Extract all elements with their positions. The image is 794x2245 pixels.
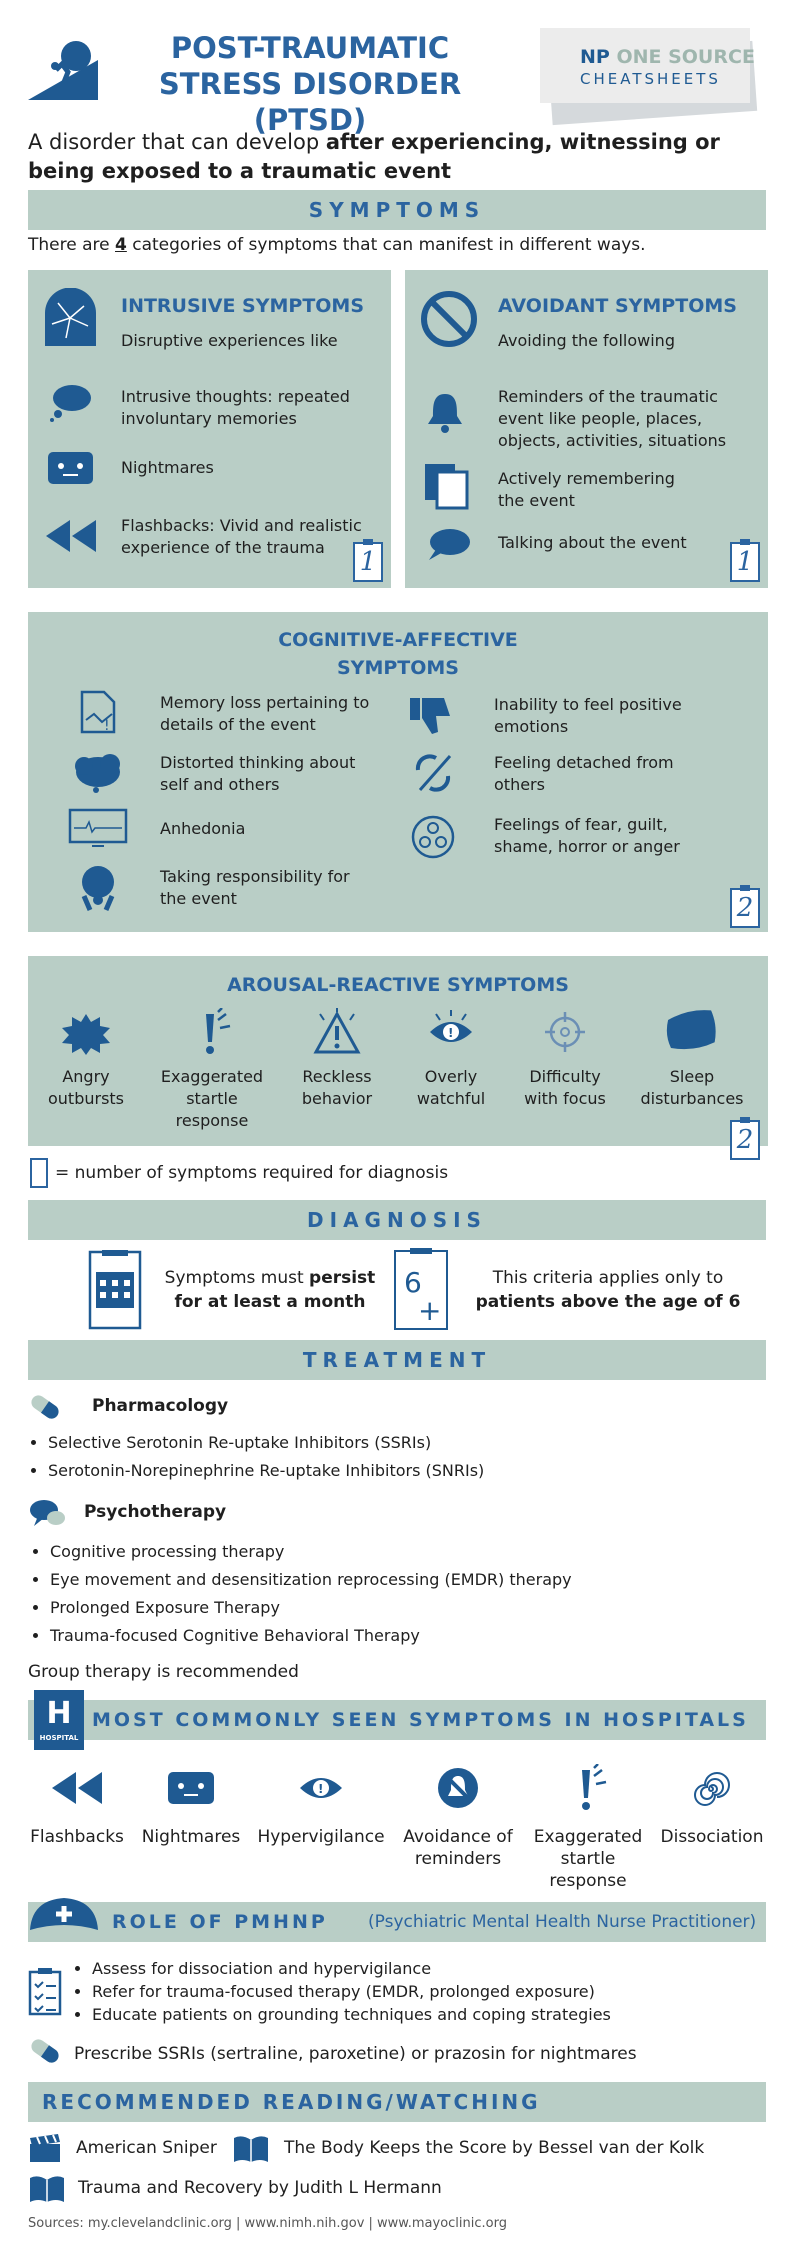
cloud-icon xyxy=(72,752,124,796)
arousal-panel xyxy=(28,956,768,1146)
rewind-icon xyxy=(52,1772,102,1804)
intrusive-count-badge: 1 xyxy=(353,542,383,582)
rewind-icon xyxy=(46,520,96,552)
pmhnp-prescribe: Prescribe SSRIs (sertraline, paroxetine) or prazosin for nightmares xyxy=(74,2044,637,2064)
avoidant-item-2: Actively remembering the event xyxy=(498,469,675,510)
documents-icon xyxy=(423,462,471,510)
warning-triangle-icon xyxy=(312,1008,362,1056)
treatment-heading: TREATMENT xyxy=(28,1340,766,1380)
cognitive-panel xyxy=(28,612,768,932)
intrusive-item-3: Flashbacks: Vivid and realistic experience of the trauma xyxy=(121,516,362,557)
psych-item-4: • Trauma-focused Cognitive Behavioral Therapy xyxy=(50,1622,770,1650)
cognitive-left-item-2: Distorted thinking about self and others xyxy=(160,753,356,794)
spiral-icon xyxy=(692,1770,730,1808)
prohibited-icon xyxy=(420,290,478,348)
hospital-icon-label: HOSPITAL xyxy=(39,1734,79,1742)
symptoms-lead xyxy=(28,235,646,255)
intrusive-item-1: Intrusive thoughts: repeated involuntary memories xyxy=(121,387,350,428)
legend-text: = number of symptoms required for diagnosis xyxy=(55,1163,449,1183)
crosshair-icon xyxy=(543,1010,587,1054)
pill-icon xyxy=(28,2036,62,2066)
psych-item-2: • Eye movement and desensitization reprocessing (EMDR) therapy xyxy=(50,1566,770,1594)
header-logo-icon xyxy=(28,40,98,100)
avoidant-panel xyxy=(405,270,768,588)
arousal-item-3: Reckless behavior xyxy=(301,1067,373,1108)
svg-text:!: ! xyxy=(104,718,110,734)
head-hands-icon xyxy=(76,862,120,912)
age-prefix: This criteria applies only to xyxy=(492,1268,724,1288)
hospital-icon xyxy=(34,1690,84,1750)
avoidant-item-1: Reminders of the traumatic event like people, places, objects, activities, situations xyxy=(498,387,727,450)
pmhnp-heading: ROLE OF PMHNP xyxy=(112,1911,328,1933)
cognitive-right-item-1: Inability to feel positive emotions xyxy=(494,695,682,736)
intrusive-subtitle: Disruptive experiences like xyxy=(121,331,338,350)
svg-text:!: ! xyxy=(318,1782,324,1796)
symptoms-heading: SYMPTOMS xyxy=(28,190,766,230)
age-six-label: 6 xyxy=(404,1266,422,1299)
avoidant-title: AVOIDANT SYMPTOMS xyxy=(498,295,737,317)
intro-bold: after experiencing, witnessing or being exposed to a traumatic event xyxy=(28,130,720,183)
arousal-count-badge: 2 xyxy=(730,1120,760,1160)
duration-prefix: Symptoms must xyxy=(164,1268,310,1288)
psych-item-3: • Prolonged Exposure Therapy xyxy=(50,1594,770,1622)
arousal-item-1: Angry outbursts xyxy=(47,1067,125,1108)
hospital-item-4: Avoidance of reminders xyxy=(403,1827,513,1869)
brand-badge xyxy=(540,28,760,118)
diagnosis-duration xyxy=(160,1266,380,1314)
watchful-eye-icon xyxy=(298,1768,344,1808)
angry-burst-icon xyxy=(60,1012,112,1056)
sources-footer: Sources: my.clevelandclinic.org | www.nimh.nih.gov | www.mayoclinic.org xyxy=(28,2216,507,2231)
pmhnp-subheading: (Psychiatric Mental Health Nurse Practitioner) xyxy=(368,1912,757,1932)
intrusive-item-2: Nightmares xyxy=(121,458,214,477)
bell-icon xyxy=(425,390,465,434)
psych-item-1: • Cognitive processing therapy xyxy=(50,1538,770,1566)
speech-bubble-icon xyxy=(425,528,471,562)
brand-cheatsheets: CHEATSHEETS xyxy=(580,70,721,88)
cognitive-title-line2: SYMPTOMS xyxy=(337,657,459,679)
book-icon xyxy=(28,2174,66,2204)
legend-badge-icon xyxy=(30,1158,48,1188)
brand-one-source: ONE SOURCE xyxy=(616,46,755,68)
chat-bubbles-icon xyxy=(28,1496,66,1532)
brand-np: NP xyxy=(580,46,610,68)
calendar-icon xyxy=(88,1250,142,1330)
avoidant-count-badge: 1 xyxy=(730,542,760,582)
diagnosis-heading: DIAGNOSIS xyxy=(28,1200,766,1240)
group-therapy-note: Group therapy is recommended xyxy=(28,1662,299,1682)
nightmare-face-icon xyxy=(48,450,93,486)
lead-count: 4 xyxy=(115,235,127,255)
arousal-item-6: Sleep disturbances xyxy=(640,1067,744,1108)
age-bold: patients above the age of 6 xyxy=(475,1292,741,1312)
flat-line-monitor-icon xyxy=(68,808,128,848)
intro-prefix: A disorder that can develop xyxy=(28,130,326,154)
nurse-cap-icon xyxy=(26,1894,102,1934)
page-title-line1: POST-TRAUMATIC xyxy=(170,31,450,65)
startle-exclamation-icon xyxy=(568,1764,608,1812)
hospitals-heading: MOST COMMONLY SEEN SYMPTOMS IN HOSPITALS xyxy=(92,1709,749,1731)
thought-bubble-icon xyxy=(48,382,93,422)
cognitive-right-item-3: Feelings of fear, guilt, shame, horror or anger xyxy=(494,815,680,856)
page-title-line2: STRESS DISORDER (PTSD) xyxy=(158,67,462,137)
pmhnp-item-2: • Refer for trauma-focused therapy (EMDR, prolonged exposure) xyxy=(92,1980,762,2003)
pill-icon xyxy=(28,1392,62,1422)
arousal-item-5: Difficulty with focus xyxy=(524,1067,606,1108)
reading-item-2: The Body Keeps the Score by Bessel van der Kolk xyxy=(284,2138,705,2158)
pharm-item-1: • Selective Serotonin Re-uptake Inhibitors (SSRIs) xyxy=(48,1429,768,1457)
pillow-icon xyxy=(664,1006,720,1052)
duration-bold: persist for at least a month xyxy=(174,1268,376,1312)
cognitive-title-line1: COGNITIVE-AFFECTIVE xyxy=(278,629,518,651)
svg-text:!: ! xyxy=(448,1026,454,1040)
nightmare-face-icon xyxy=(168,1770,214,1806)
reading-heading: RECOMMENDED READING/WATCHING xyxy=(28,2082,766,2122)
arousal-item-2: Exaggerated startle response xyxy=(160,1067,264,1130)
intro-text xyxy=(28,128,768,186)
cognitive-left-item-3: Anhedonia xyxy=(160,819,246,838)
psych-title: Psychotherapy xyxy=(84,1502,227,1522)
thumbs-down-icon xyxy=(410,696,454,736)
lead-suffix: categories of symptoms that can manifest in different ways. xyxy=(126,235,646,255)
cognitive-left-item-4: Taking responsibility for the event xyxy=(160,867,350,908)
cognitive-count-badge: 2 xyxy=(730,888,760,928)
hospital-item-2: Nightmares xyxy=(141,1827,241,1847)
watchful-eye-icon xyxy=(428,1010,474,1054)
arousal-item-4: Overly watchful xyxy=(416,1067,486,1108)
disconnect-icon xyxy=(410,750,456,796)
shattered-window-icon xyxy=(43,288,98,348)
hospital-item-1: Flashbacks xyxy=(30,1827,124,1847)
pharm-item-2: • Serotonin-Norepinephrine Re-uptake Inhibitors (SNRIs) xyxy=(48,1457,768,1485)
avoidant-item-3: Talking about the event xyxy=(498,533,687,552)
emotions-cycle-icon xyxy=(410,814,456,860)
pharm-title: Pharmacology xyxy=(92,1396,229,1416)
avoidant-subtitle: Avoiding the following xyxy=(498,331,675,350)
book-icon xyxy=(232,2134,270,2164)
arousal-title: AROUSAL-REACTIVE SYMPTOMS xyxy=(227,974,569,996)
hospital-icon-letter: H xyxy=(46,1696,72,1731)
pmhnp-item-1: • Assess for dissociation and hypervigilance xyxy=(92,1957,762,1980)
hospital-item-3: Hypervigilance xyxy=(257,1827,385,1847)
clapperboard-icon xyxy=(28,2134,62,2164)
cognitive-right-item-2: Feeling detached from others xyxy=(494,753,674,794)
diagnosis-age xyxy=(458,1266,758,1314)
intrusive-title: INTRUSIVE SYMPTOMS xyxy=(121,295,365,317)
age-six-icon: 6 + xyxy=(394,1250,448,1330)
avoid-bell-icon xyxy=(436,1766,480,1810)
reading-item-1: American Sniper xyxy=(76,2138,217,2158)
startle-exclamation-icon xyxy=(192,1008,232,1056)
hospital-item-6: Dissociation xyxy=(660,1827,764,1847)
lead-prefix: There are xyxy=(28,235,115,255)
hospital-item-5: Exaggerated startle response xyxy=(533,1827,643,1891)
intrusive-panel xyxy=(28,270,391,588)
pmhnp-item-3: • Educate patients on grounding techniques and coping strategies xyxy=(92,2003,762,2026)
cognitive-left-item-1: Memory loss pertaining to details of the event xyxy=(160,693,370,734)
checklist-icon xyxy=(28,1968,62,2016)
missing-document-icon xyxy=(76,690,120,734)
reading-item-3: Trauma and Recovery by Judith L Hermann xyxy=(78,2178,442,2198)
